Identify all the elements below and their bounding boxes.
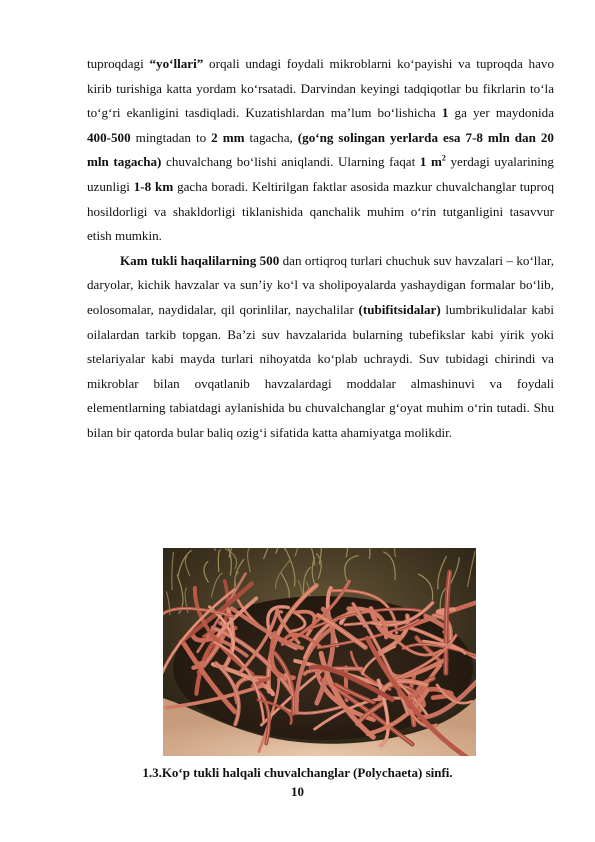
bold-text: 1-8 km: [133, 178, 174, 194]
text-run: ga yer maydonida: [448, 105, 555, 121]
text-run: lumbrikulidalar kabi oilalardan tarkib topgan. Ba’zi suv havzalarida bularning tubefikslar kabi yirik yoki stelariyalar kabi mayda turlari nihoyatda ko‘plab uchraydi. Suv tubidagi chirindi va mikroblar bilan ovqatlanib havzalardagi moddalar almashinuvi va foydali elementlarning tabiatdagi aylanishida bu chuvalchanglar g‘oyat muhim o‘rin tutadi. Shu bilan bir qatorda bular baliq ozig‘i sifatida katta ahamiyatga molikdir.: [87, 301, 554, 440]
text-run: chuvalchang bo‘lishi aniqlandi. Ularning faqat: [161, 154, 420, 170]
page-number: 10: [291, 784, 304, 799]
bold-text: (tubifitsidalar): [358, 301, 441, 317]
bold-text: 1: [441, 105, 449, 121]
superscript: 2: [441, 154, 446, 164]
text-run: tuproqdagi: [87, 56, 150, 71]
bold-text: Kam tukli haqalilarning 500: [120, 252, 280, 268]
paragraph-2: [87, 249, 554, 446]
bold-text: 1 m: [419, 154, 442, 170]
text-run: tagacha,: [244, 129, 298, 145]
figure-caption: 1.3.Ko‘p tukli halqali chuvalchanglar (Polychaeta) sinfi.: [142, 765, 453, 780]
worms-photo: [163, 548, 476, 756]
bold-text: 2 mm: [211, 129, 245, 145]
paragraph-1: [87, 52, 554, 249]
text-run: dan ortiqroq turlari chuchuk suv havzalari – ko‘llar, daryolar, kichik havzalar va sun’iy ko‘l va sholipoyalarda yashaydigan formalar bo‘lib, eolosomalar, naydidalar, qil qorinlilar, naychalilar: [87, 252, 554, 317]
bold-text: (go‘ng solingan yerlarda esa 7-8 mln dan 20 mln tagacha): [87, 129, 554, 170]
text-run: mingtadan to: [130, 129, 212, 145]
bold-text: “yo‘llari”: [149, 56, 204, 71]
text-run: gacha boradi. Keltirilgan faktlar asosida mazkur chuvalchanglar tuproq hosildorligi va shakldorligi tiklanishida qanchalik muhim o‘rin tutganligini tasavvur etish mumkin.: [87, 178, 554, 244]
text-run: orqali undagi foydali mikroblarni ko‘payishi va tuproqda havo kirib turishiga katta yordam ko‘rsatadi. Darvindan keyingi tadqiqotlar bu fikrlarin to‘la to‘g‘ri ekanligini tasdiqladi. Kuzatishlardan ma’lum bo‘lishicha: [87, 56, 554, 121]
page-body: [87, 52, 554, 446]
text-run: yerdagi uyalarining uzunligi: [87, 154, 554, 194]
bold-text: 400-500: [87, 129, 131, 145]
